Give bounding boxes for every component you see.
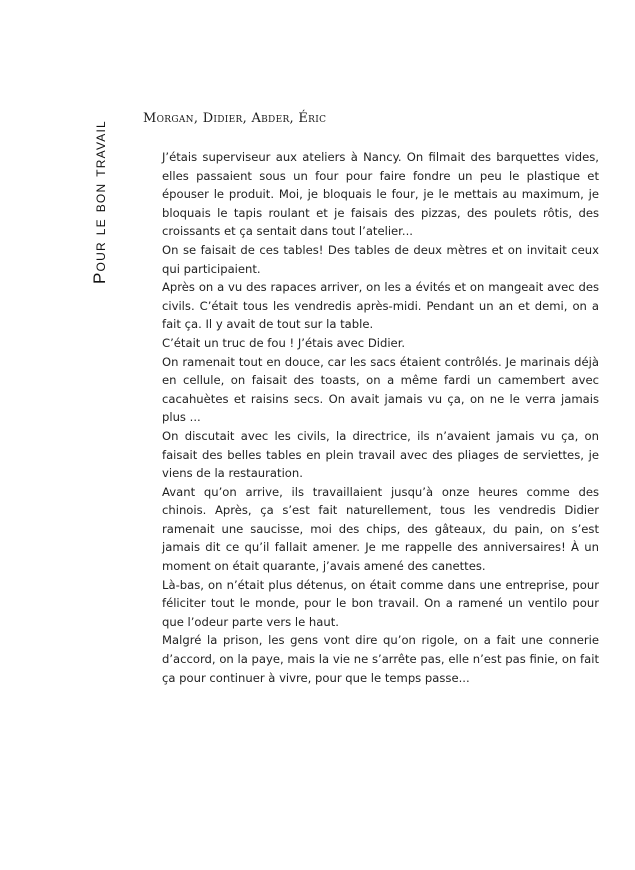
body-text [162,148,599,687]
paragraph: Après on a vu des rapaces arriver, on les a évités et on mangeait avec des civils. C’était tous les vendredis après-midi. Pendant un an et demi, on a fait ça. Il y avait de tout sur la table. [162,280,599,332]
paragraph: C’était un truc de fou ! J’étais avec Didier. [162,335,406,350]
section-title-vertical: Pour le bon travail [90,120,109,284]
authors-line: Morgan, Didier, Abder, Éric [143,111,327,126]
paragraph: Avant qu’on arrive, ils travaillaient jusqu’à onze heures comme des chinois. Après, ça s’est fait naturellement, tous les vendredis Didier ramenait une saucisse, moi des chips, des gâteaux, du pain, on s’est jamais dit ce qu’il fallait amener. Je me rappelle des anniversaires! À un moment on était quarante, j’avais amené des canettes. [162,484,599,574]
paragraph: On ramenait tout en douce, car les sacs étaient contrôlés. Je marinais déjà en cellule, on faisait des toasts, on a même fardi un camembert avec cacahuètes et raisins secs. On avait jamais vu ça, on ne le verra jamais plus ... [162,354,599,425]
paragraph: J’étais superviseur aux ateliers à Nancy. On filmait des barquettes vides, elles passaient sous un four pour faire fondre un peu le plastique et épouser le produit. Moi, je bloquais le four, je le mettais au maximum, je bloquais le tapis roulant et je faisais des pizzas, des poulets rôtis, des croissants et ça sentait dans tout l’atelier... [162,150,599,239]
paragraph: Là-bas, on n’était plus détenus, on était comme dans une entreprise, pour féliciter tout le monde, pour le bon travail. On a ramené un ventilo pour que l’odeur parte vers le haut. [162,577,599,629]
paragraph: Malgré la prison, les gens vont dire qu’on rigole, on a fait une connerie d’accord, on la paye, mais la vie ne s’arrête pas, elle n’est pas finie, on fait ça pour continuer à vivre, pour que le temps passe... [162,633,599,685]
paragraph: On discutait avec les civils, la directrice, ils n’avaient jamais vu ça, on faisait des belles tables en plein travail avec des pliages de serviettes, je viens de la restauration. [162,428,599,481]
paragraph: On se faisait de ces tables! Des tables de deux mètres et on invitait ceux qui participaient. [162,242,599,276]
